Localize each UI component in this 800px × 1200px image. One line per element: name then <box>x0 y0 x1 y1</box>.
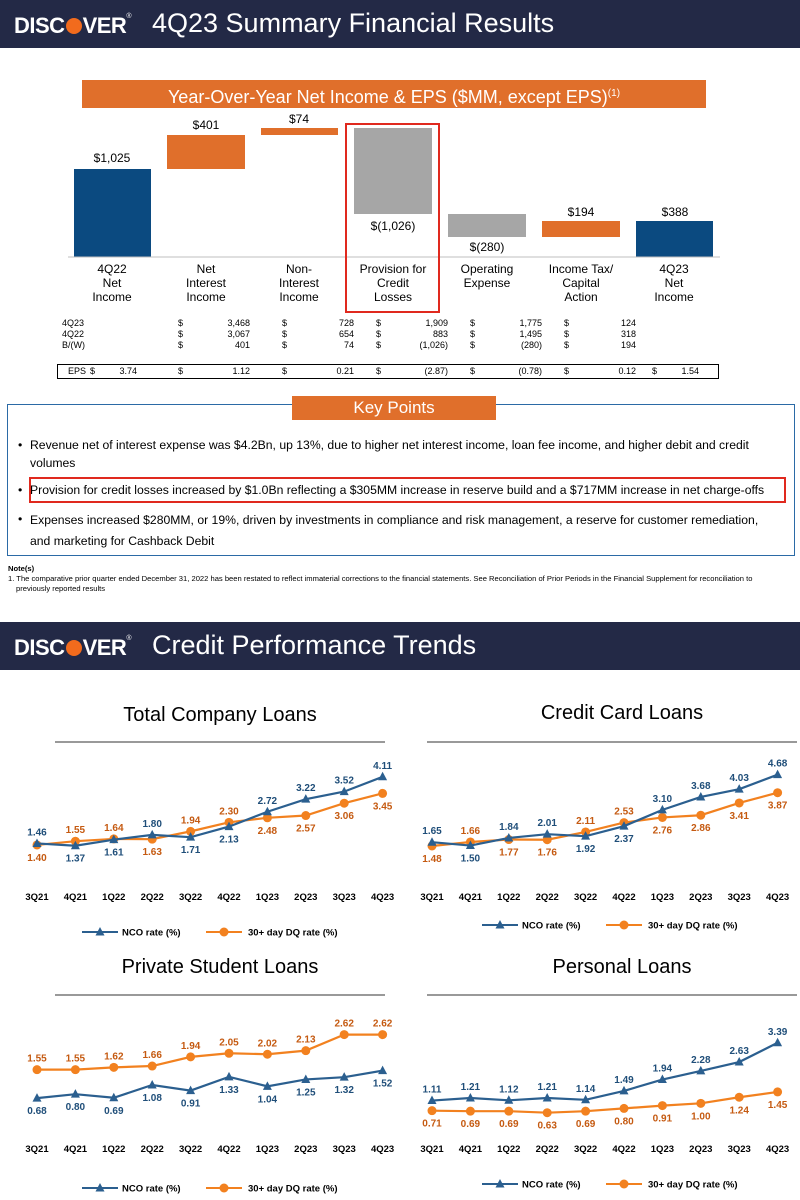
table-cell <box>564 318 636 329</box>
table-value: 3,468 <box>227 318 250 328</box>
x-tick-label: 3Q21 <box>25 1144 49 1155</box>
x-tick-label: 4Q22 <box>612 892 636 903</box>
nco-data-label: 3.39 <box>767 1026 788 1038</box>
eps-value: (0.78) <box>518 366 542 376</box>
eps-cell <box>564 366 636 377</box>
line-chart-4 <box>0 622 800 1200</box>
provision-highlight-box <box>345 123 440 313</box>
x-tick-label: 2Q22 <box>140 892 164 903</box>
currency-symbol: $ <box>376 318 382 328</box>
eps-value: (2.87) <box>424 366 448 376</box>
x-tick-label: 2Q22 <box>535 1144 559 1155</box>
chart-title: Total Company Loans <box>123 704 317 726</box>
dq-data-label: 0.80 <box>614 1116 634 1128</box>
dq-data-label: 3.87 <box>767 800 788 812</box>
nco-rate-line <box>432 1043 778 1101</box>
x-tick-label: 1Q23 <box>650 892 675 903</box>
dq-rate-point <box>543 1108 552 1117</box>
eps-cell <box>376 366 448 377</box>
currency-symbol: $ <box>564 329 570 339</box>
dq-data-label: 0.91 <box>652 1113 673 1125</box>
bullet-dot: • <box>18 438 23 452</box>
x-tick-label: 1Q22 <box>102 1144 126 1155</box>
provision-keypoint-highlight <box>29 477 786 503</box>
nco-data-label: 3.52 <box>334 775 354 787</box>
nco-data-label: 1.33 <box>219 1084 239 1096</box>
category-label-line: Action <box>564 290 598 304</box>
eps-cell <box>90 366 137 377</box>
value-label-non-ii: $74 <box>288 112 310 126</box>
x-tick-label: 4Q22 <box>612 1144 636 1155</box>
x-tick-label: 4Q21 <box>458 892 483 903</box>
nco-data-label: 1.84 <box>499 821 519 833</box>
x-tick-label: 1Q22 <box>102 892 126 903</box>
x-tick-label: 3Q22 <box>178 1144 203 1155</box>
dq-data-label: 1.45 <box>767 1099 788 1111</box>
slide-title: Credit Performance Trends <box>152 630 477 660</box>
x-tick-label: 3Q22 <box>178 892 203 903</box>
nco-data-label: 0.80 <box>65 1102 86 1114</box>
bar-4q23-net-income <box>636 221 713 257</box>
legend-nco-label: NCO rate (%) <box>122 927 181 939</box>
table-value: (1,026) <box>419 340 448 350</box>
table-cell <box>376 329 448 340</box>
table-value: 883 <box>432 329 448 339</box>
table-cell <box>178 329 250 340</box>
bullet-dot: • <box>18 512 23 526</box>
dq-data-label: 2.57 <box>296 823 316 835</box>
category-label-4q23-net-income <box>627 262 721 304</box>
nco-data-label: 1.11 <box>422 1084 442 1096</box>
banner-footnote-ref: (1) <box>607 88 621 99</box>
category-label-line: Non- <box>285 262 312 276</box>
nco-data-label: 1.12 <box>499 1084 519 1096</box>
dq-rate-point <box>696 1099 705 1108</box>
x-tick-label: 1Q23 <box>650 1144 675 1155</box>
dq-data-label: 2.48 <box>257 825 278 837</box>
table-value: 401 <box>234 340 250 350</box>
table-value: 318 <box>620 329 636 339</box>
table-value: 1,775 <box>519 318 542 328</box>
category-label-4q22-net-income <box>65 262 159 304</box>
chart-title: Private Student Loans <box>121 956 319 978</box>
notes-title: Note(s) <box>8 564 35 573</box>
currency-symbol: $ <box>470 340 476 350</box>
table-value: 3,067 <box>227 329 250 339</box>
category-label-line: Net <box>664 276 684 290</box>
value-label-opex: $(280) <box>469 240 505 254</box>
dq-rate-point <box>658 1101 667 1110</box>
x-tick-label: 4Q23 <box>370 892 395 903</box>
x-tick-label: 4Q22 <box>217 892 241 903</box>
dq-data-label: 1.00 <box>691 1111 711 1123</box>
category-label-line: Credit <box>376 276 409 290</box>
category-label-line: Net <box>196 262 216 276</box>
category-label-line: Income <box>279 290 319 304</box>
table-cell <box>178 340 250 351</box>
x-tick-label: 4Q21 <box>458 1144 483 1155</box>
nco-data-label: 2.13 <box>219 834 239 846</box>
currency-symbol: $ <box>376 329 382 339</box>
nco-data-label: 2.63 <box>729 1046 749 1058</box>
nco-data-label: 4.03 <box>729 773 749 785</box>
currency-symbol: $ <box>564 340 570 350</box>
bar-net-interest-income <box>167 135 245 169</box>
dq-rate-point <box>735 1093 744 1102</box>
nco-data-label: 1.46 <box>27 827 47 839</box>
dq-data-label: 2.62 <box>334 1018 354 1030</box>
table-cell <box>282 329 354 340</box>
bar-operating-expense <box>448 214 526 237</box>
nco-data-label: 1.71 <box>180 845 201 857</box>
currency-symbol: $ <box>178 318 184 328</box>
x-tick-label: 3Q21 <box>420 1144 444 1155</box>
currency-symbol: $ <box>178 340 184 350</box>
key-point-line: Provision for credit losses increased by $1.0Bn reflecting a $305MM increase in reserve build and a $717MM increase in net charge-offs <box>30 483 765 497</box>
nco-data-label: 2.72 <box>257 795 278 807</box>
legend-dq-label: 30+ day DQ rate (%) <box>248 1183 338 1195</box>
currency-symbol: $ <box>564 318 570 328</box>
category-label-line: Net <box>102 276 122 290</box>
eps-value: 1.12 <box>232 366 250 376</box>
dq-data-label: 2.62 <box>372 1018 393 1030</box>
table-cell <box>470 340 542 351</box>
dq-data-label: 2.76 <box>652 825 673 837</box>
category-label-line: Operating <box>460 262 514 276</box>
category-label-line: Income <box>654 290 694 304</box>
nco-data-label: 3.10 <box>652 793 673 805</box>
note-1-continued: previously reported results <box>16 584 106 593</box>
currency-symbol: $ <box>470 318 476 328</box>
nco-data-label: 3.22 <box>296 783 316 795</box>
nco-data-label: 1.08 <box>142 1093 162 1105</box>
category-label-income-tax <box>534 262 628 304</box>
eps-value: 3.74 <box>119 366 137 376</box>
legend-dq-label: 30+ day DQ rate (%) <box>248 927 338 939</box>
eps-cell <box>282 366 354 377</box>
dq-data-label: 1.66 <box>142 1050 162 1062</box>
legend-dq-label: 30+ day DQ rate (%) <box>648 920 738 932</box>
dq-data-label: 3.41 <box>729 810 749 822</box>
category-label-line: Income <box>186 290 226 304</box>
nco-data-label: 1.50 <box>460 853 481 865</box>
table-value: 728 <box>338 318 354 328</box>
table-cell <box>564 329 636 340</box>
nco-data-label: 1.92 <box>575 844 596 856</box>
dq-rate-point <box>581 1107 590 1116</box>
nco-data-label: 1.25 <box>296 1087 316 1099</box>
row-label-4q23: 4Q23 <box>62 318 85 328</box>
category-label-line: Interest <box>278 276 320 290</box>
dq-rate-point <box>504 1107 513 1116</box>
dq-data-label: 1.40 <box>27 852 47 864</box>
category-label-line: Losses <box>373 290 413 304</box>
footnotes <box>8 564 798 594</box>
dq-data-label: 0.63 <box>537 1120 557 1132</box>
nco-data-label: 0.68 <box>27 1106 47 1118</box>
table-cell <box>376 340 448 351</box>
x-tick-label: 2Q22 <box>140 1144 164 1155</box>
dq-rate-point <box>773 1087 782 1096</box>
category-label-line: Interest <box>185 276 227 290</box>
nco-data-label: 2.28 <box>691 1054 711 1066</box>
currency-symbol: $ <box>376 366 382 376</box>
x-tick-label: 1Q22 <box>497 1144 521 1155</box>
value-label-nii: $401 <box>192 118 220 132</box>
dq-data-label: 1.24 <box>729 1105 749 1117</box>
nco-data-label: 1.65 <box>422 826 442 838</box>
x-tick-label: 4Q23 <box>370 1144 395 1155</box>
eps-value: 1.54 <box>681 366 699 376</box>
value-label-4q23: $388 <box>661 205 689 219</box>
category-label-line: Provision for <box>359 262 427 276</box>
discover-logo: DISC VER® <box>14 13 131 38</box>
currency-symbol: $ <box>470 366 476 376</box>
chart-title: Personal Loans <box>552 956 692 978</box>
nco-data-label: 1.04 <box>257 1094 278 1106</box>
nco-data-label: 0.91 <box>180 1098 201 1110</box>
x-tick-label: 4Q22 <box>217 1144 241 1155</box>
currency-symbol: $ <box>282 318 288 328</box>
x-tick-label: 1Q22 <box>497 892 521 903</box>
nco-data-label: 2.37 <box>614 834 634 846</box>
currency-symbol: $ <box>470 329 476 339</box>
row-label-4q22: 4Q22 <box>62 329 85 339</box>
value-label-provision: $(1,026) <box>370 219 416 233</box>
dq-data-label: 2.13 <box>296 1034 316 1046</box>
nco-data-label: 1.37 <box>65 853 86 865</box>
x-tick-label: 4Q23 <box>765 1144 790 1155</box>
key-point-line: volumes <box>30 456 76 470</box>
discover-logo: DISC VER® <box>14 635 131 660</box>
nco-data-label: 0.69 <box>104 1105 124 1117</box>
category-label-line: Capital <box>562 276 600 290</box>
dq-data-label: 0.69 <box>460 1119 481 1131</box>
eps-label: EPS <box>68 366 87 376</box>
nco-data-label: 4.68 <box>767 758 788 770</box>
nco-data-label: 1.80 <box>142 818 162 830</box>
table-cell <box>470 318 542 329</box>
dq-data-label: 2.02 <box>257 1038 278 1050</box>
key-point-line: Revenue net of interest expense was $4.2Bn, up 13%, due to higher net interest income, loan fee income, and higher debit and credit <box>30 438 749 452</box>
nco-data-label: 1.94 <box>652 1063 673 1075</box>
dq-rate-point <box>466 1107 475 1116</box>
table-value: 1,495 <box>519 329 542 339</box>
legend-dq-marker <box>620 1180 629 1189</box>
nco-data-label: 1.21 <box>460 1082 481 1094</box>
currency-symbol: $ <box>282 329 288 339</box>
eps-cell <box>470 366 542 377</box>
dq-data-label: 2.30 <box>219 806 239 818</box>
x-tick-label: 4Q23 <box>765 892 790 903</box>
legend-nco-label: NCO rate (%) <box>522 920 581 932</box>
currency-symbol: $ <box>178 366 184 376</box>
dq-data-label: 0.69 <box>575 1119 596 1131</box>
eps-value: 0.12 <box>618 366 636 376</box>
table-cell <box>178 318 250 329</box>
dq-data-label: 1.77 <box>499 847 519 859</box>
nco-data-label: 1.61 <box>104 847 124 859</box>
x-tick-label: 3Q22 <box>573 892 598 903</box>
note-1: 1. The comparative prior quarter ended December 31, 2022 has been restated to reflect immaterial corrections to the financial statements. See Reconciliation of Prior Periods in the Financial Supplement for reconciliation to <box>8 574 753 583</box>
x-tick-label: 3Q23 <box>332 1144 356 1155</box>
category-label-line: 4Q22 <box>97 262 127 276</box>
table-value: 74 <box>343 340 354 350</box>
x-tick-label: 1Q23 <box>255 1144 280 1155</box>
dq-data-label: 1.94 <box>180 815 201 827</box>
bar-non-interest-income <box>261 128 338 135</box>
category-label-operating-expense <box>440 262 534 290</box>
category-label-line: Income <box>92 290 132 304</box>
eps-value: 0.21 <box>336 366 354 376</box>
nco-data-label: 3.68 <box>691 780 711 792</box>
key-points-title: Key Points <box>292 396 496 420</box>
dq-data-label: 1.66 <box>460 825 481 837</box>
x-tick-label: 3Q21 <box>25 892 49 903</box>
dq-data-label: 2.53 <box>614 806 634 818</box>
legend-nco-label: NCO rate (%) <box>522 1179 581 1191</box>
key-point-line: Expenses increased $280MM, or 19%, driven by investments in compliance and risk management, a reserve for customer remediation, <box>30 513 759 527</box>
x-tick-label: 2Q23 <box>689 892 713 903</box>
value-label-tax: $194 <box>567 205 595 219</box>
dq-data-label: 1.76 <box>537 847 557 859</box>
nco-data-label: 1.52 <box>372 1078 393 1090</box>
dq-data-label: 2.05 <box>219 1037 239 1049</box>
banner-text: Year-Over-Year Net Income & EPS ($MM, except EPS) <box>167 87 608 107</box>
table-value: 1,909 <box>425 318 448 328</box>
credit-performance-slide <box>0 622 800 1200</box>
key-point-line: and marketing for Cashback Debit <box>30 534 215 548</box>
dq-data-label: 3.45 <box>372 801 393 813</box>
chart-title: Credit Card Loans <box>540 702 704 724</box>
nco-data-label: 1.49 <box>614 1074 634 1086</box>
nco-rate-point <box>773 1038 782 1047</box>
table-cell <box>564 340 636 351</box>
table-value: (280) <box>520 340 542 350</box>
currency-symbol: $ <box>178 329 184 339</box>
currency-symbol: $ <box>282 366 288 376</box>
currency-symbol: $ <box>282 340 288 350</box>
nco-data-label: 1.14 <box>575 1083 596 1095</box>
x-tick-label: 3Q23 <box>332 892 356 903</box>
x-tick-label: 2Q23 <box>689 1144 713 1155</box>
row-label-bw: B/(W) <box>62 340 85 350</box>
currency-symbol: $ <box>90 366 96 376</box>
bar-4q22-net-income <box>74 169 151 257</box>
x-tick-label: 3Q21 <box>420 892 444 903</box>
x-tick-label: 3Q23 <box>727 892 751 903</box>
table-cell <box>282 340 354 351</box>
table-value: 654 <box>338 329 354 339</box>
dq-data-label: 1.48 <box>422 853 442 865</box>
table-cell <box>470 329 542 340</box>
x-tick-label: 4Q21 <box>63 1144 88 1155</box>
currency-symbol: $ <box>652 366 658 376</box>
category-label-line: Income Tax/ <box>548 262 614 276</box>
category-label-non-interest-income <box>252 262 346 304</box>
x-tick-label: 3Q22 <box>573 1144 598 1155</box>
bullet-dot: • <box>18 483 23 497</box>
bar-income-tax-capital-action <box>542 221 620 237</box>
eps-cell <box>178 366 250 377</box>
category-label-line: Expense <box>463 276 511 290</box>
x-tick-label: 4Q21 <box>63 892 88 903</box>
x-tick-label: 1Q23 <box>255 892 280 903</box>
dq-data-label: 1.62 <box>104 1051 124 1063</box>
x-tick-label: 2Q23 <box>294 892 318 903</box>
table-cell <box>282 318 354 329</box>
currency-symbol: $ <box>564 366 570 376</box>
x-tick-label: 3Q23 <box>727 1144 751 1155</box>
dq-rate-point <box>620 1104 629 1113</box>
dq-data-label: 2.86 <box>691 823 711 835</box>
currency-symbol: $ <box>376 340 382 350</box>
nco-data-label: 1.21 <box>537 1082 557 1094</box>
category-label-net-interest-income <box>159 262 253 304</box>
dq-data-label: 3.06 <box>334 811 354 823</box>
dq-data-label: 1.55 <box>65 1053 86 1065</box>
dq-data-label: 1.94 <box>180 1040 201 1052</box>
x-tick-label: 2Q22 <box>535 892 559 903</box>
dq-rate-point <box>428 1106 437 1115</box>
legend-nco-label: NCO rate (%) <box>122 1183 181 1195</box>
dq-data-label: 1.64 <box>104 822 124 834</box>
nco-data-label: 1.32 <box>334 1085 354 1097</box>
table-value: 124 <box>620 318 636 328</box>
dq-data-label: 0.71 <box>422 1118 442 1130</box>
eps-cell <box>652 366 699 377</box>
category-label-line: 4Q23 <box>659 262 689 276</box>
table-value: 194 <box>620 340 636 350</box>
dq-data-label: 1.55 <box>65 825 86 837</box>
dq-data-label: 2.11 <box>576 815 596 827</box>
slide-title: 4Q23 Summary Financial Results <box>152 8 555 38</box>
table-cell <box>376 318 448 329</box>
nco-data-label: 2.01 <box>537 818 557 830</box>
dq-data-label: 1.63 <box>142 847 162 859</box>
x-tick-label: 2Q23 <box>294 1144 318 1155</box>
dq-data-label: 0.69 <box>499 1119 519 1131</box>
legend-dq-label: 30+ day DQ rate (%) <box>648 1179 738 1191</box>
dq-data-label: 1.55 <box>27 1053 47 1065</box>
nco-data-label: 4.11 <box>373 760 393 772</box>
value-label-4q22: $1,025 <box>93 151 131 165</box>
